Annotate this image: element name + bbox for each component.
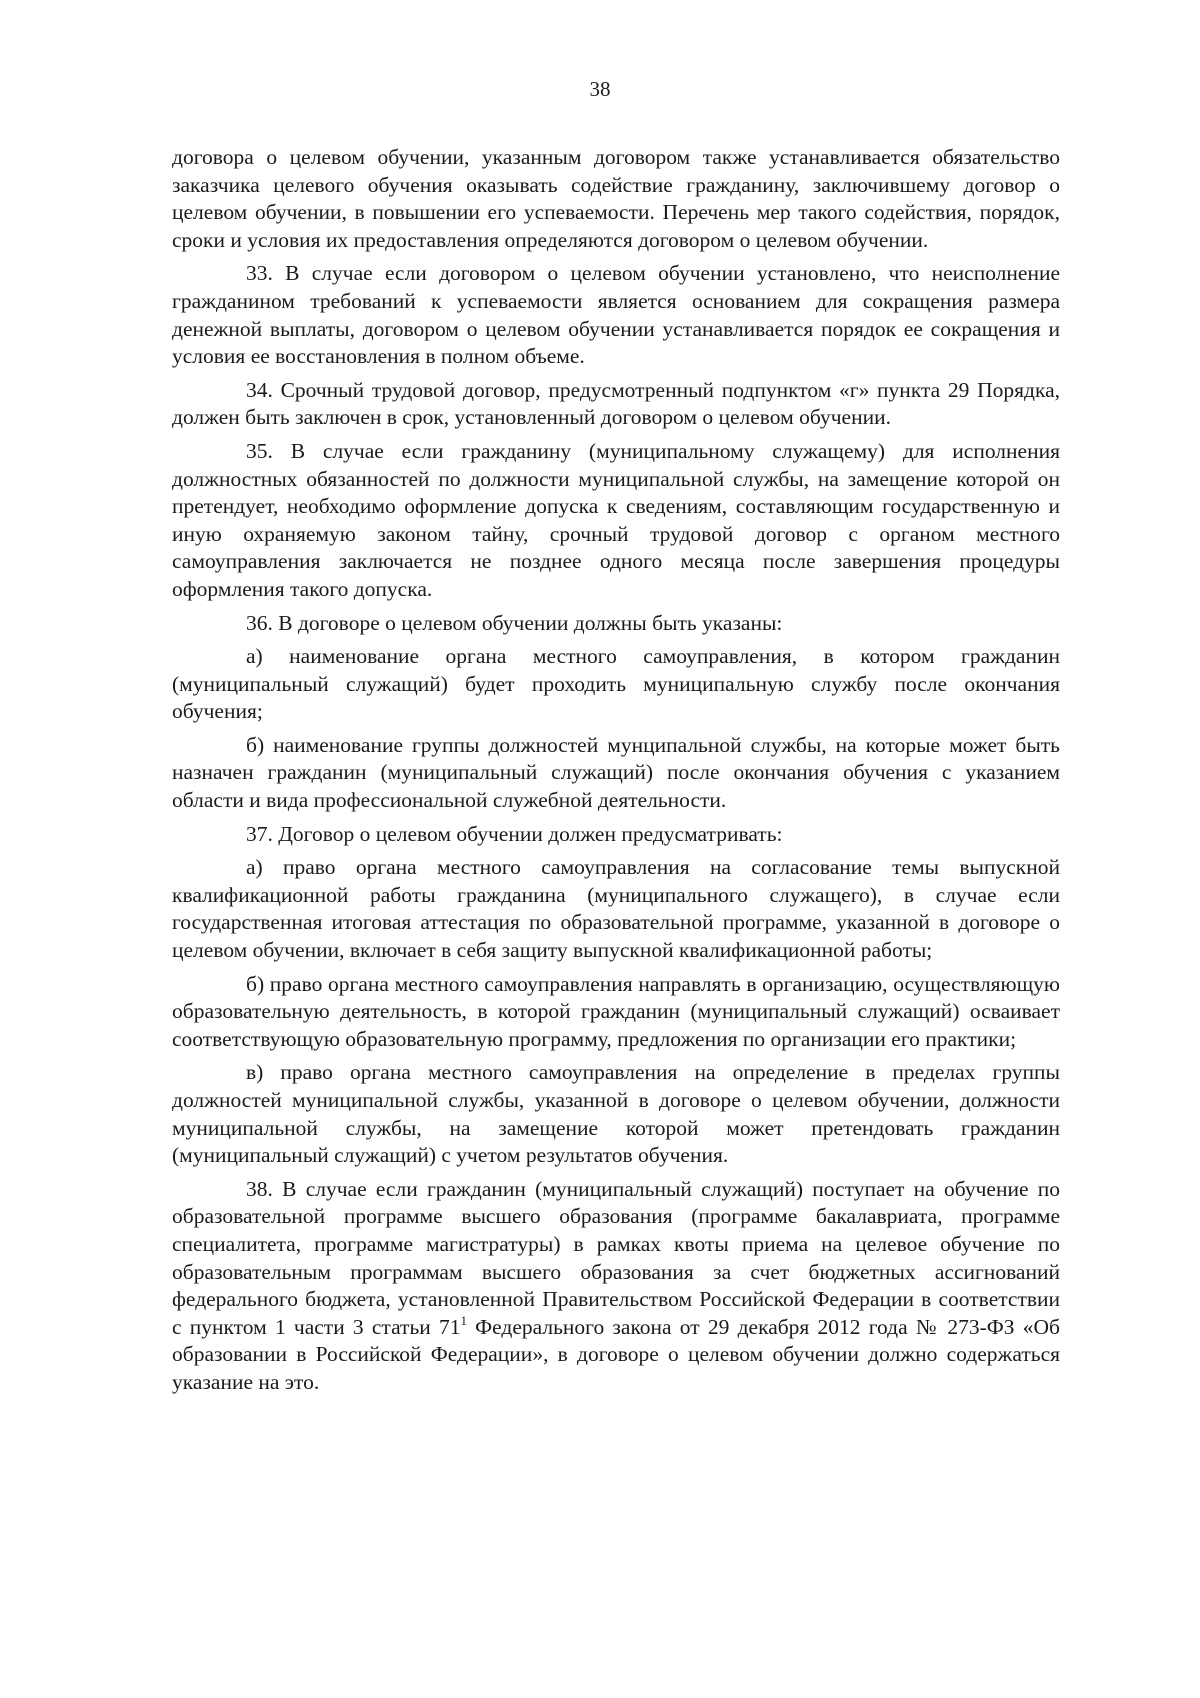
paragraph-36: 36. В договоре о целевом обучении должны быть указаны:: [246, 610, 783, 635]
paragraph-36-b: б) наименование группы должностей мунципальной службы, на которые может быть назначен гражданин (муниципальный служащий) после окончания обучения с указанием области и вида профессиональной служебной деятельности.: [172, 732, 1060, 813]
paragraph-36-a: а) наименование органа местного самоуправления, в котором гражданин (муниципальный служащий) будет проходить муниципальную службу после окончания обучения;: [172, 644, 1060, 724]
paragraph-38: [172, 1176, 1060, 1397]
article-superscript: 1: [460, 1312, 467, 1328]
document-body: [172, 144, 1060, 1403]
paragraph-33: 33. В случае если договором о целевом обучении установлено, что неисполнение гражданином требований к успеваемости является основанием для сокращения размера денежной выплаты, договором о целевом обучении устанавливается порядок ее сокращения и условия ее восстановления в полном объеме.: [172, 261, 1060, 369]
paragraph-37: 37. Договор о целевом обучении должен предусматривать:: [246, 821, 783, 846]
paragraph-37-b: б) право органа местного самоуправления направлять в организацию, осуществляющую образовательную деятельность, в которой гражданин (муниципальный служащий) осваивает соответствующую образовательную программу, предложения по организации его практики;: [172, 971, 1060, 1051]
paragraph-38-text-part2: Федерального закона от 29 декабря 2012 года № 273-ФЗ «Об образовании в Российской Федерации», в договоре о целевом обучении должно содержаться указание на это.: [172, 1314, 1060, 1394]
page-number: 38: [589, 77, 611, 101]
paragraph-34: 34. Срочный трудовой договор, предусмотренный подпунктом «г» пункта 29 Порядка, должен быть заключен в срок, установленный договором о целевом обучении.: [172, 377, 1060, 430]
paragraph-continuation: договора о целевом обучении, указанным договором также устанавливается обязательство заказчика целевого обучения оказывать содействие гражданину, заключившему договор о целевом обучении, в повышении его успеваемости. Перечень мер такого содействия, порядок, сроки и условия их предоставления определяются договором о целевом обучении.: [172, 145, 1060, 252]
paragraph-37-v: в) право органа местного самоуправления на определение в пределах группы должностей муниципальной службы, указанной в договоре о целевом обучении, должности муниципальной службы, на замещение которой может претендовать гражданин (муниципальный служащий) с учетом результатов обучения.: [172, 1060, 1060, 1168]
paragraph-38-text-part1: 38. В случае если гражданин (муниципальный служащий) поступает на обучение по образовательной программе высшего образования (программе бакалавриата, программе специалитета, программе магистратуры) в рамках квоты приема на целевое обучение по образовательным программам высшего образования за счет бюджетных ассигнований федерального бюджета, установленной Правительством Российской Федерации в соответствии с пунктом 1 части 3 статьи 71: [172, 1176, 1060, 1339]
paragraph-35: 35. В случае если гражданину (муниципальному служащему) для исполнения должностных обязанностей по должности муниципальной службы, на замещение которой он претендует, необходимо оформление допуска к сведениям, составляющим государственную и иную охраняемую законом тайну, срочный трудовой договор с органом местного самоуправления заключается не позднее одного месяца после завершения процедуры оформления такого допуска.: [172, 438, 1060, 601]
paragraph-37-a: а) право органа местного самоуправления на согласование темы выпускной квалификационной работы гражданина (муниципального служащего), в случае если государственная итоговая аттестация по образовательной программе, указанной в договоре о целевом обучении, включает в себя защиту выпускной квалификационной работы;: [172, 855, 1060, 963]
